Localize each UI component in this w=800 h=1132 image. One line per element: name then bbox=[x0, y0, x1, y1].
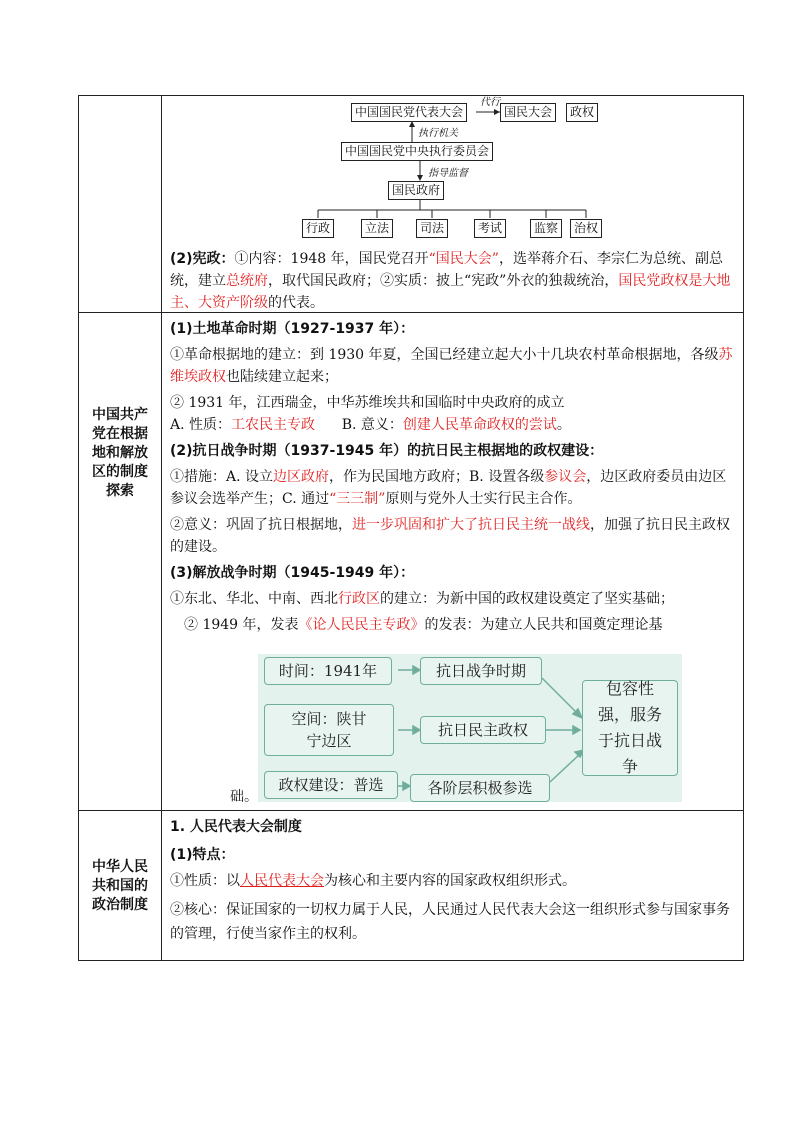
land-revolution-heading: (1)土地革命时期（1927-1937 年）： bbox=[170, 321, 415, 337]
regime-box: 政权 bbox=[566, 103, 598, 122]
national-government-box: 国民政府 bbox=[388, 181, 444, 200]
election-box: 政权建设：普选 bbox=[264, 771, 398, 799]
paragraph-end: 础。 bbox=[230, 789, 258, 805]
ruijin-paragraph: ② 1931 年，江西瑞金，中华苏维埃共和国临时中央政府的成立 bbox=[170, 395, 565, 411]
branch-examination: 考试 bbox=[474, 219, 506, 238]
party-congress-box: 中国国民党代表大会 bbox=[351, 103, 467, 122]
liberation-war-heading: (3)解放战争时期（1945-1949 年）： bbox=[170, 565, 415, 581]
prc-block bbox=[170, 816, 736, 946]
central-committee-box: 中国国民党中央执行委员会 bbox=[341, 142, 493, 161]
anti-japanese-heading: (2)抗日战争时期（1937-1945 年）的抗日民主根据地的政权建设： bbox=[170, 443, 604, 459]
national-assembly-box: 国民大会 bbox=[500, 103, 556, 122]
democratic-dictatorship-paragraph: ② 1949 年，发表《论人民民主专政》的发表：为建立人民共和国奠定理论基 bbox=[184, 617, 663, 633]
base-area-paragraph: ①革命根据地的建立：到 1930 年夏，全国已经建立起大小十几块农村革命根据地，各级苏维埃政权也陆续建立起来； bbox=[170, 347, 733, 385]
nature-paragraph: ①性质：以人民代表大会为核心和主要内容的国家政权组织形式。 bbox=[170, 873, 576, 889]
regime-type-box: 抗日民主政权 bbox=[420, 716, 546, 744]
space-box: 空间：陕甘宁边区 bbox=[264, 704, 394, 756]
time-box: 时间：1941年 bbox=[264, 657, 392, 685]
admin-region-paragraph: ①东北、华北、中南、西北行政区的建立：为新中国的政权建设奠定了坚实基础； bbox=[170, 591, 674, 607]
constitution-title: (2)宪政： bbox=[170, 251, 235, 267]
features-heading: (1)特点： bbox=[170, 847, 235, 863]
branch-executive: 行政 bbox=[302, 219, 334, 238]
branch-judicial: 司法 bbox=[416, 219, 448, 238]
branch-legislative: 立法 bbox=[361, 219, 393, 238]
row-label-cpc: 中国共产党在根据地和解放区的制度探索 bbox=[92, 406, 148, 499]
participation-box: 各阶层积极参选 bbox=[410, 774, 550, 802]
war-period-box: 抗日战争时期 bbox=[420, 657, 542, 685]
nature-meaning-paragraph: A. 性质：工农民主专政 B. 意义：创建人民革命政权的尝试。 bbox=[170, 417, 571, 433]
result-box: 包容性强，服务于抗日战争 bbox=[582, 680, 678, 776]
row-label-prc: 中华人民共和国的政治制度 bbox=[92, 858, 148, 913]
cpc-block bbox=[170, 318, 736, 636]
branch-governance: 治权 bbox=[570, 219, 602, 238]
org-chart-lines bbox=[0, 0, 800, 260]
replace-label: 代行 bbox=[480, 97, 500, 108]
row-divider-2 bbox=[79, 810, 743, 811]
branch-control: 监察 bbox=[530, 219, 562, 238]
npc-heading: 1. 人民代表大会制度 bbox=[170, 819, 302, 835]
constitution-block: (2)宪政：①内容：1948 年，国民党召开“国民大会”，选举蒋介石、李宗仁为总统、副总统，建立总统府，取代国民政府；②实质：披上“宪政”外衣的独裁统治，国民党政权是大地主、大资产阶级的代表。 bbox=[170, 251, 731, 311]
core-paragraph: ②核心：保证国家的一切权力属于人民，人民通过人民代表大会这一组织形式参与国家事务的管理，行使当家作主的权利。 bbox=[170, 902, 730, 942]
exec-label: 执行机关 bbox=[418, 128, 458, 139]
guide-label: 指导监督 bbox=[428, 168, 468, 179]
significance-paragraph: ②意义：巩固了抗日根据地，进一步巩固和扩大了抗日民主统一战线，加强了抗日民主政权的建设。 bbox=[170, 517, 730, 555]
measures-paragraph: ①措施：A. 设立边区政府，作为民国地方政府；B. 设置各级参议会，边区政府委员由边区参议会选举产生；C. 通过“三三制”原则与党外人士实行民主合作。 bbox=[170, 469, 727, 507]
base-area-diagram bbox=[258, 654, 682, 802]
